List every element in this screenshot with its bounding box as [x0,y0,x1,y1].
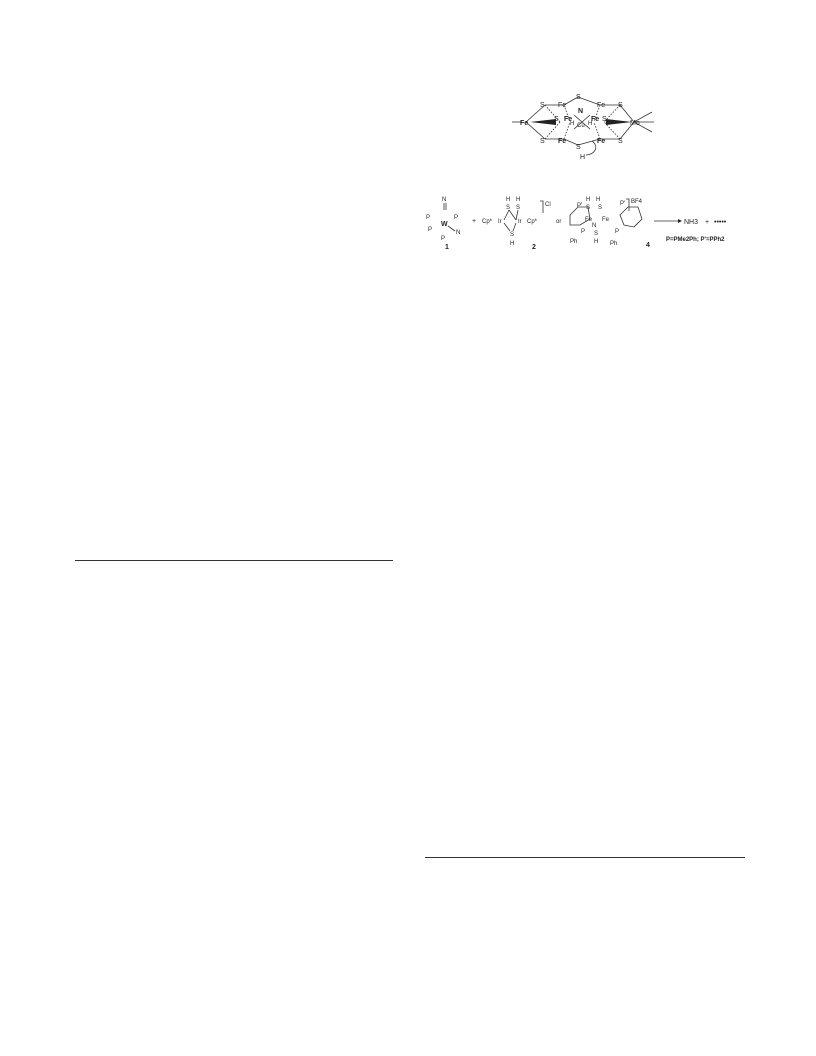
h-label: H [596,197,601,203]
cluster-atom: Fe [558,102,567,109]
s-label: S [506,205,511,211]
byproduct-dots: ••••• [714,219,727,226]
w-metal-label: W [441,221,448,228]
cluster-atom: Fe [597,138,606,145]
plus-sign: + [472,218,477,225]
compound-number: 2 [532,244,536,251]
w-n-label: N [442,197,447,203]
cluster-bridging-h: H [580,154,586,161]
compound-number: 1 [445,244,449,251]
counter-ion-cl: Cl [545,202,551,208]
femo-cofactor-structure [508,85,658,165]
cluster-atom: S [540,102,545,109]
w-p-label: P [428,227,433,233]
fe-metal-label: Fe [602,217,610,223]
w-p-label: P [426,215,431,221]
n-label: N [592,223,597,229]
fe-metal-label: Fe [585,217,593,223]
p-label: P [581,229,586,235]
p-prime-label: P' [577,203,583,209]
w-p-label: P [441,236,446,242]
cluster-atom: S [618,102,623,109]
compound-number: 4 [646,242,650,249]
footnote-separator-right [425,857,745,858]
w-p-label: P [454,215,459,221]
iron-complex [570,197,650,249]
cluster-atom: S [602,116,607,123]
cp-star-label: Cp* [527,219,538,225]
cluster-atom: S [554,116,559,123]
reaction-scheme [420,193,760,253]
cluster-atom: S [618,138,623,145]
cluster-center: H [588,121,593,127]
s-label: S [598,205,603,211]
h-label: H [506,197,511,203]
cluster-atom: Fe [591,116,600,123]
s-label: S [516,205,521,211]
p-prime-label: P' [620,201,626,207]
product-ammonia: NH3 [684,219,699,226]
ir-metal-label: Ir [518,219,522,225]
cluster-atom: S [576,94,581,101]
phosphine-legend: P=PMe2Ph; P'=PPh2 [666,237,725,243]
cluster-atom: Fe [564,116,573,123]
cluster-atom: Mo [630,120,640,127]
h-label: H [516,197,521,203]
cluster-center: H [570,121,575,127]
cluster-center: Cu [577,123,585,129]
p-label: P [615,229,620,235]
ir-metal-label: Ir [498,219,502,225]
tungsten-complex [426,197,460,251]
counter-ion-bf4: BF4 [631,199,643,205]
iridium-complex [482,197,551,251]
cluster-atom: Fe [597,102,606,109]
cp-star-label: Cp* [482,219,493,225]
h-label: H [594,239,599,245]
cluster-atom: Fe [520,120,529,127]
cluster-atom: N [578,108,584,115]
phenyl-label: Ph [610,241,618,247]
s-label: S [510,232,515,238]
s-label: S [586,205,591,211]
phenyl-label: Ph [570,239,578,245]
or-label: or [556,219,562,225]
h-label: H [586,197,591,203]
s-label: S [594,231,599,237]
cluster-atom: S [576,144,581,151]
footnote-separator-left [75,560,393,561]
h-label: H [510,241,515,247]
cluster-atom: S [540,138,545,145]
cluster-atom: Fe [558,138,567,145]
w-n-label: N [456,230,461,236]
plus-sign: + [705,219,710,226]
